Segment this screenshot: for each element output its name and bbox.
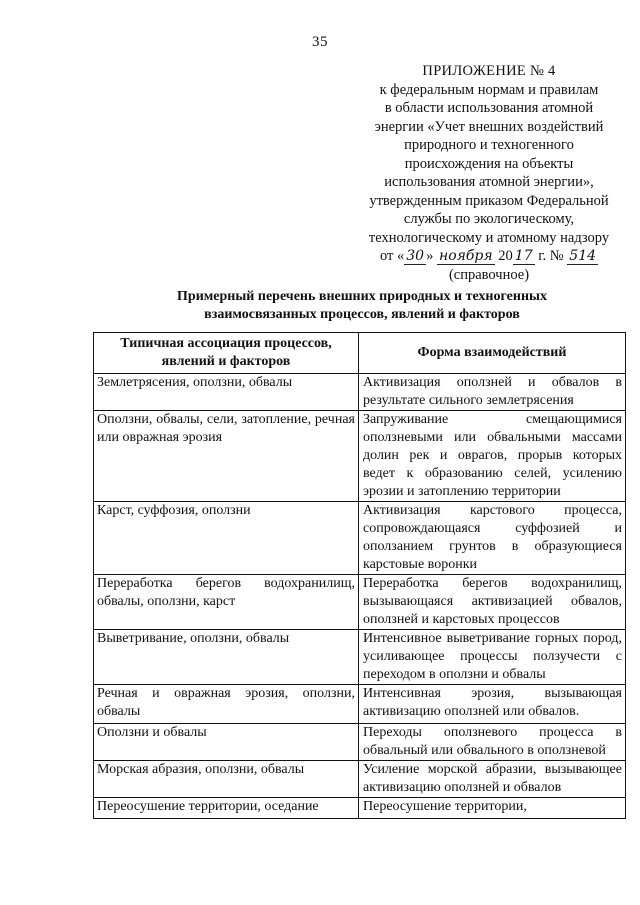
appendix-line: в области использования атомной (384, 100, 594, 116)
table-header-row (94, 333, 626, 374)
table-row (94, 798, 626, 819)
header-association: Типичная ассоциация процессов, явлений и факторов (94, 333, 359, 374)
interaction-cell: Интенсивная эрозия, вызывающая активизацию оползней или обвалов. (359, 685, 626, 724)
appendix-line: утвержденным приказом Федеральной (369, 192, 609, 209)
table-row (94, 411, 626, 502)
table-row (94, 724, 626, 761)
page-bottom-margin (0, 858, 640, 905)
association-cell: Оползни и обвалы (94, 724, 359, 761)
order-year-label: г. № (534, 248, 568, 264)
reference-note: (справочное) (448, 266, 530, 283)
interaction-cell: Активизация карстового процесса, сопровождающаяся суффозией и оползанием грунтов в образующиеся карстовые воронки (359, 502, 626, 575)
appendix-block (343, 62, 635, 284)
appendix-line: использования атомной энергии», (384, 174, 594, 190)
header-interaction: Форма взаимодействий (359, 333, 626, 374)
interaction-cell: Переосушение территории, (359, 798, 626, 819)
appendix-line: технологическому и атомному надзору (368, 229, 610, 246)
association-cell: Переработка берегов водохранилищ, обвалы, оползни, карст (94, 575, 359, 630)
association-cell: Выветривание, оползни, обвалы (94, 630, 359, 685)
order-month-handwritten: ноября (438, 248, 493, 264)
order-number-handwritten: 514 (569, 248, 597, 264)
interaction-cell: Переходы оползневого процесса в обвальный или обвального в оползневой (359, 724, 626, 761)
association-cell: Оползни, обвалы, сели, затопление, речная или овражная эрозия (94, 411, 359, 502)
association-cell: Карст, суффозия, оползни (94, 502, 359, 575)
order-year-prefix: 20 (498, 248, 513, 264)
table-row (94, 502, 626, 575)
interaction-cell: Активизация оползней и обвалов в результате сильного землетрясения (359, 374, 626, 411)
table-row (94, 575, 626, 630)
table-row (94, 685, 626, 724)
appendix-line: происхождения на объекты (404, 155, 574, 172)
interaction-cell: Усиление морской абразии, вызывающее активизацию оползней и обвалов (359, 761, 626, 798)
order-day-handwritten: 30 (406, 248, 425, 264)
document-title-line1: Примерный перечень внешних природных и техногенных (177, 289, 547, 304)
appendix-line: энергии «Учет внешних воздействий (374, 118, 604, 135)
table-row (94, 761, 626, 798)
appendix-line: к федеральным нормам и правилам (379, 81, 599, 98)
document-title (92, 288, 632, 324)
associations-table (93, 332, 626, 819)
order-prefix: от « (379, 248, 405, 264)
table-row (94, 374, 626, 411)
interaction-cell: Интенсивное выветривание горных пород, усиливающее процессы ползучести с переходом в оползни и обвалы (359, 630, 626, 685)
order-year-handwritten: 17 (514, 248, 533, 264)
appendix-line: службы по экологическому, (403, 211, 575, 227)
appendix-line: природного и техногенного (404, 137, 574, 153)
table-row (94, 630, 626, 685)
association-cell: Землетрясения, оползни, обвалы (94, 374, 359, 411)
order-signature-line (343, 247, 635, 266)
appendix-title: ПРИЛОЖЕНИЕ № 4 (422, 63, 556, 79)
order-day-close: » (426, 248, 434, 264)
page-number: 35 (312, 34, 328, 50)
association-cell: Речная и овражная эрозия, оползни, обвалы (94, 685, 359, 724)
association-cell: Морская абразия, оползни, обвалы (94, 761, 359, 798)
interaction-cell: Запруживание смещающимися оползневыми или обвальными массами долин рек и оврагов, прорыв которых ведет к образованию селей, усилению эрозии и затоплению территории (359, 411, 626, 502)
document-title-line2: взаимосвязанных процессов, явлений и факторов (204, 307, 520, 322)
association-cell: Переосушение территории, оседание (94, 798, 359, 819)
interaction-cell: Переработка берегов водохранилищ, вызывающаяся активизацией обвалов, оползней и карстовых процессов (359, 575, 626, 630)
